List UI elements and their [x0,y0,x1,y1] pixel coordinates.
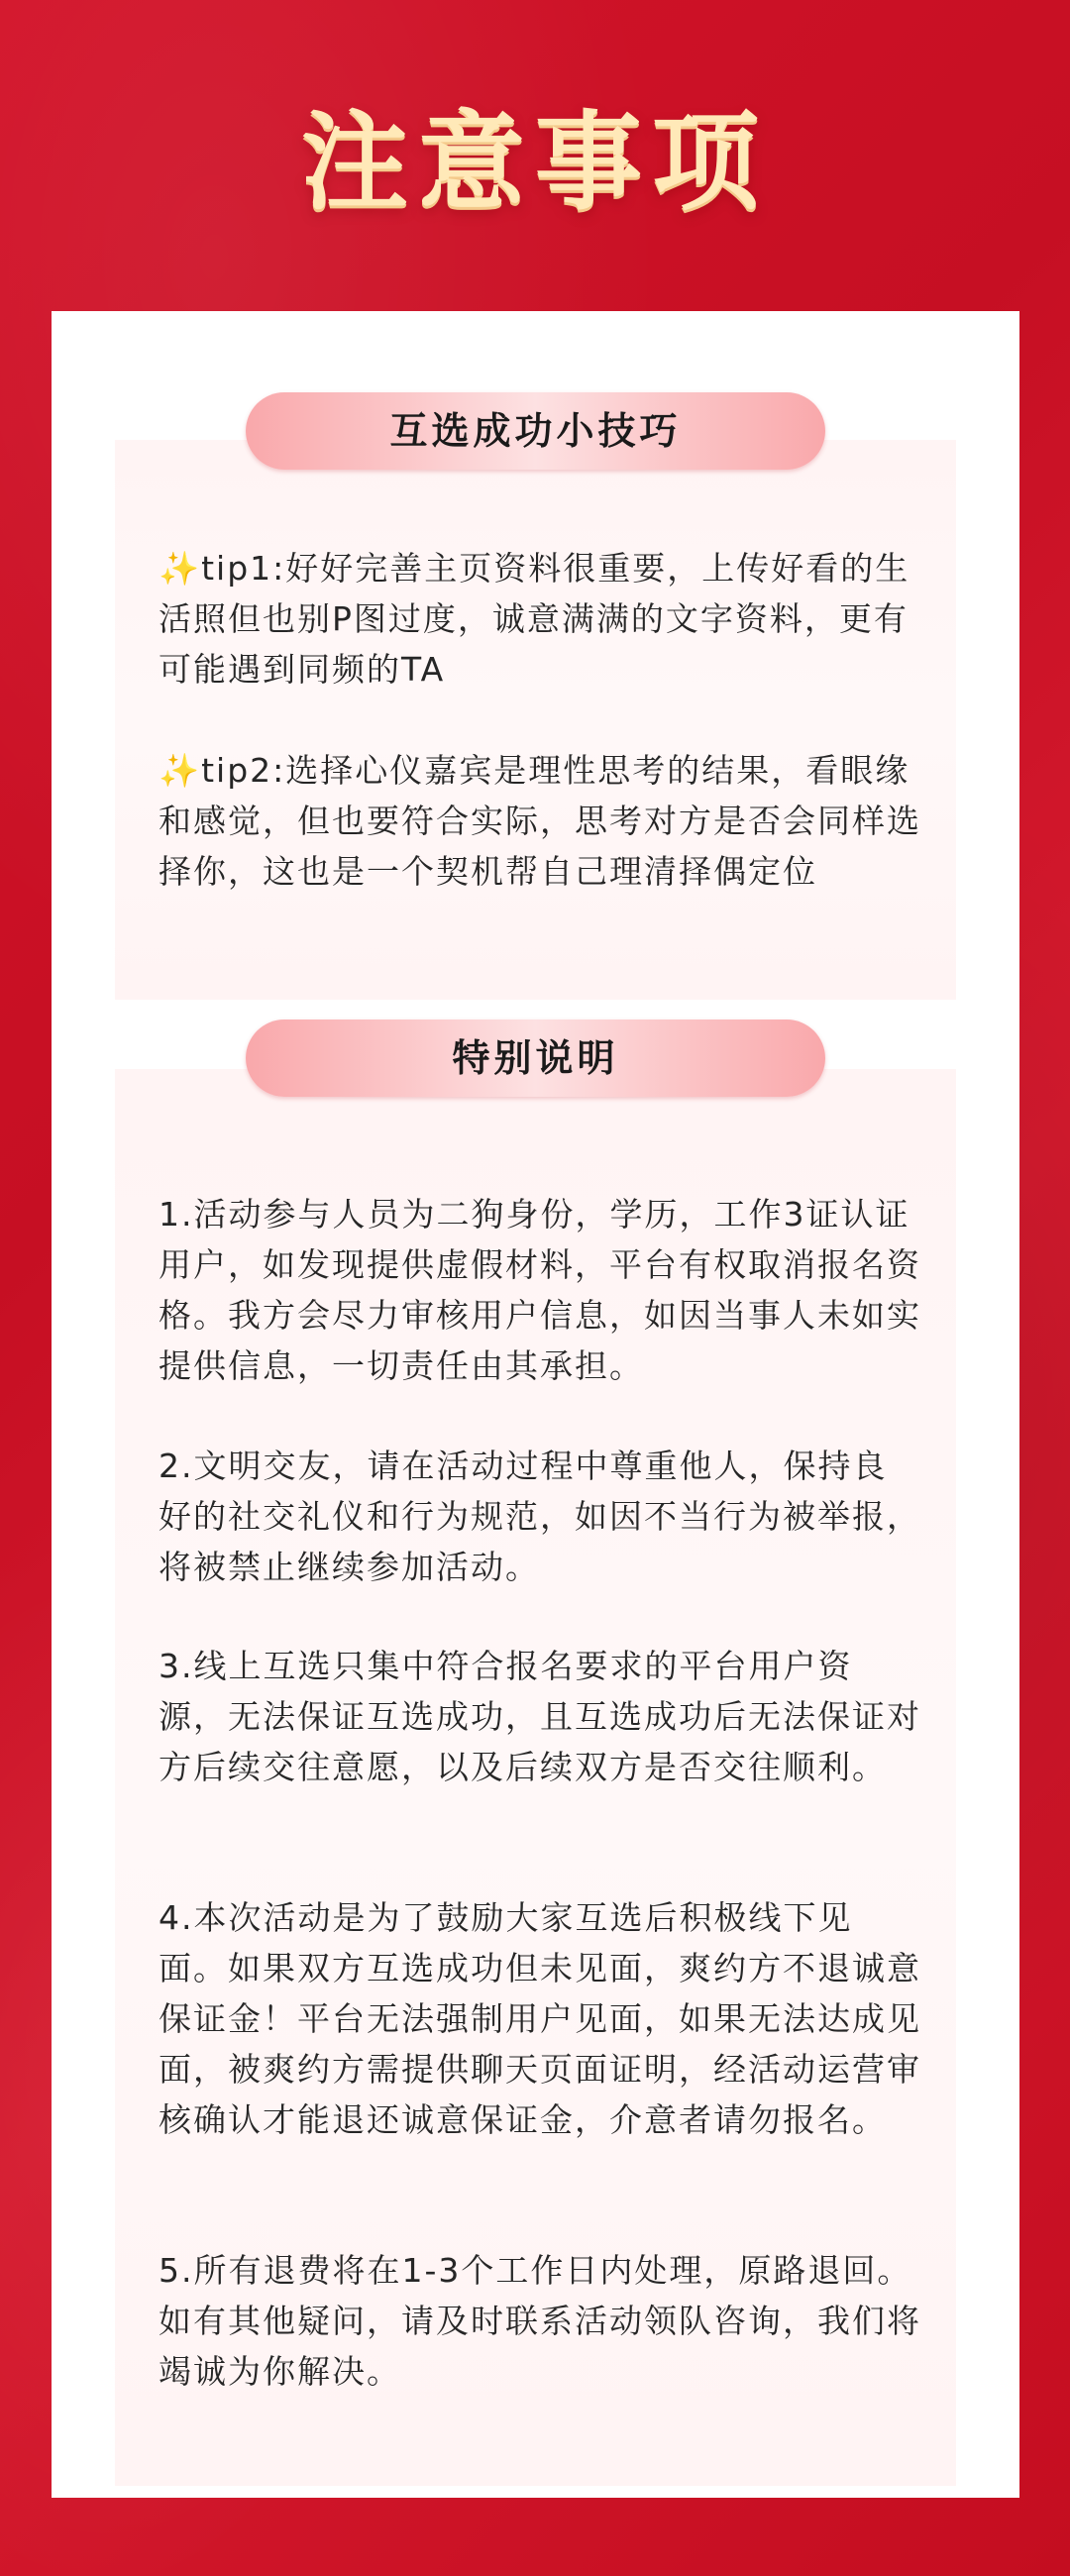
note-item-5: 5.所有退费将在1-3个工作日内处理，原路退回。如有其他疑问，请及时联系活动领队咨询，我们将竭诚为你解决。 [159,2251,921,2391]
tip-item-1 [159,543,921,695]
sparkles-icon: ✨ [159,751,202,790]
content-card [52,311,1019,2498]
page-title: 注意事项 [300,101,769,225]
sparkles-icon: ✨ [159,549,202,588]
tips-heading: 互选成功小技巧 [246,392,825,470]
tip-text: tip1:好好完善主页资料很重要，上传好看的生活照但也别P图过度，诚意满满的文字资料，更有可能遇到同频的TA [159,549,910,689]
tip-item-2 [159,745,921,897]
note-item-3: 3.线上互选只集中符合报名要求的平台用户资源，无法保证互选成功，且互选成功后无法保证对方后续交往意愿，以及后续双方是否交往顺利。 [159,1647,921,1786]
tip-text: tip2:选择心仪嘉宾是理性思考的结果，看眼缘和感觉，但也要符合实际，思考对方是否会同样选择你，这也是一个契机帮自己理清择偶定位 [159,751,921,891]
note-item-2: 2.文明交友，请在活动过程中尊重他人，保持良好的社交礼仪和行为规范，如因不当行为被举报，将被禁止继续参加活动。 [159,1447,921,1586]
note-item-1: 1.活动参与人员为二狗身份，学历，工作3证认证用户，如发现提供虚假材料，平台有权取消报名资格。我方会尽力审核用户信息，如因当事人未如实提供信息，一切责任由其承担。 [159,1195,921,1385]
tips-panel [115,440,956,1000]
notes-heading: 特别说明 [246,1020,825,1097]
note-item-4: 4.本次活动是为了鼓励大家互选后积极线下见面。如果双方互选成功但未见面，爽约方不退诚意保证金！平台无法强制用户见面，如果无法达成见面，被爽约方需提供聊天页面证明，经活动运营审核确认才能退还诚意保证金，介意者请勿报名。 [159,1898,921,2139]
